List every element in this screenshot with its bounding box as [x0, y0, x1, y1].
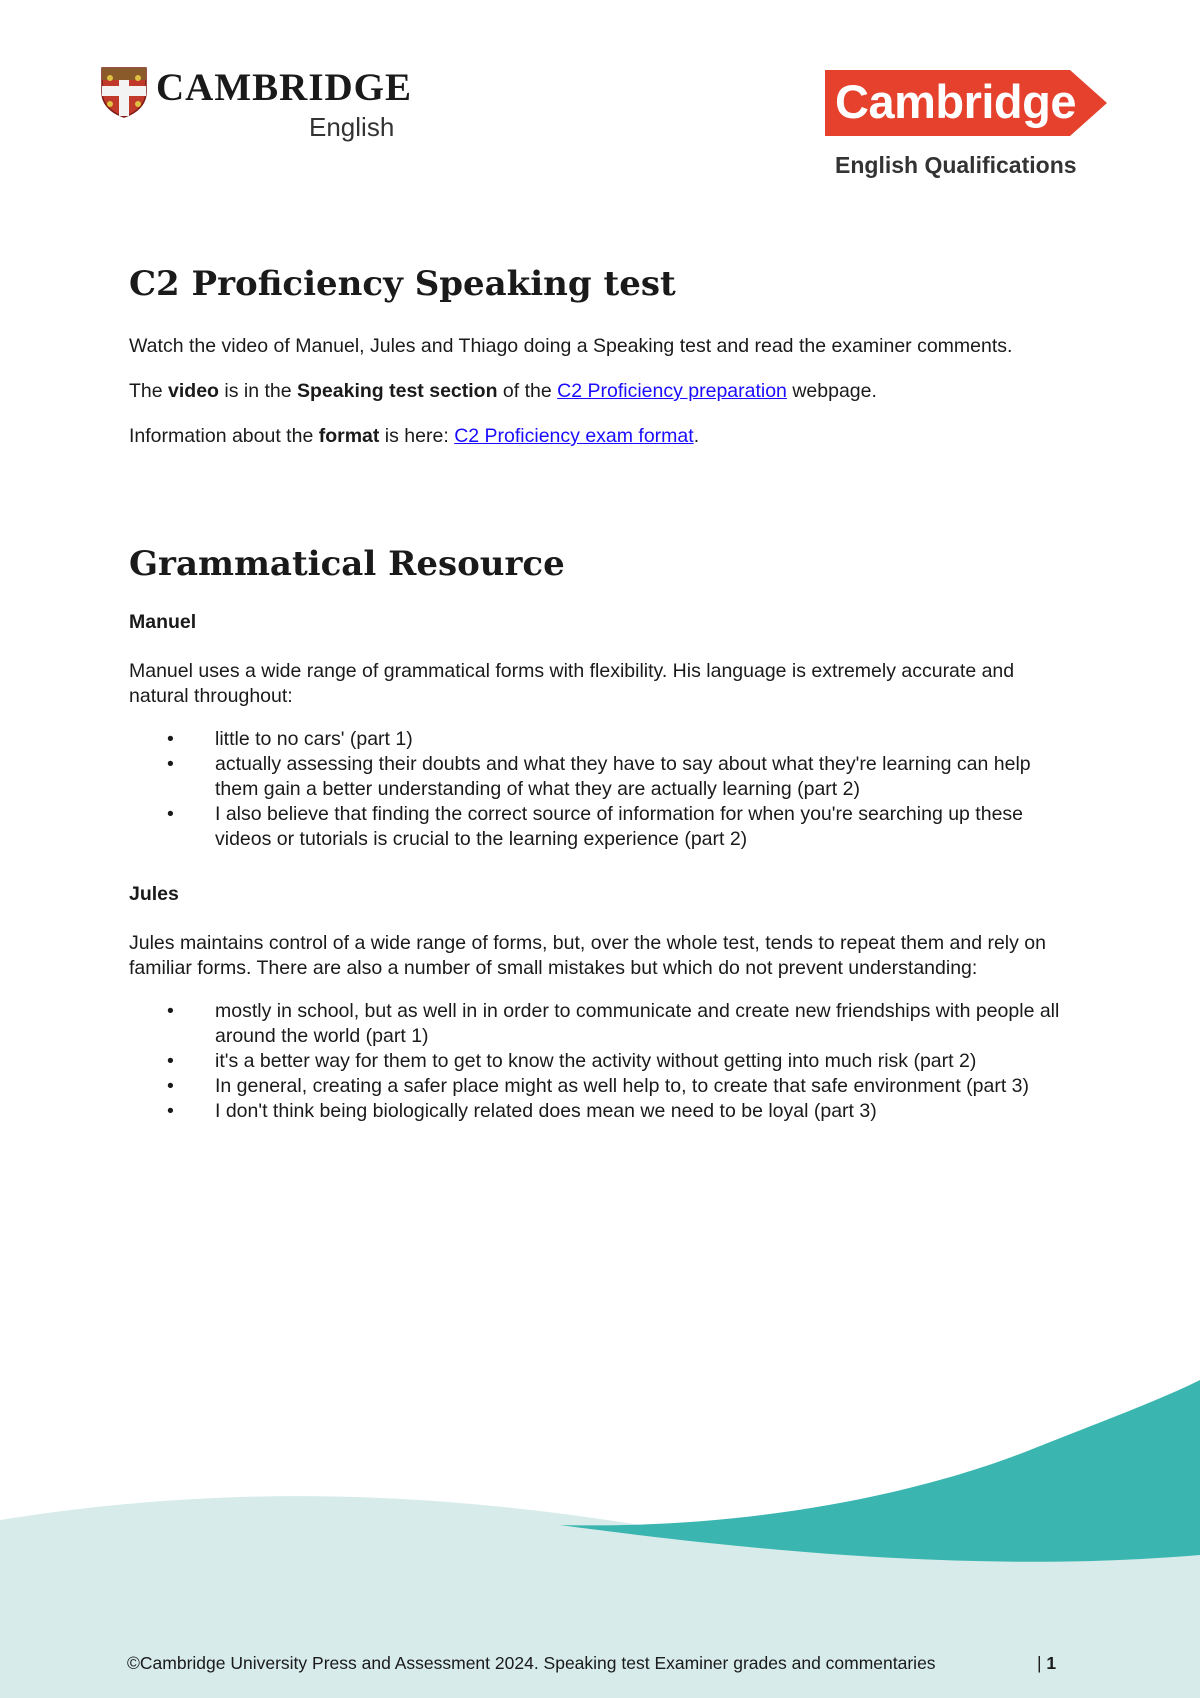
decorative-wave [0, 1380, 1200, 1698]
list-item: • little to no cars' (part 1) [129, 727, 1079, 752]
logo-subtitle: English [309, 112, 395, 142]
list-item: • I don't think being biologically related does mean we need to be loyal (part 3) [129, 1099, 1079, 1124]
candidate-manuel [129, 610, 1079, 852]
candidate-name: Manuel [129, 611, 197, 633]
candidate-name: Jules [129, 883, 179, 905]
cambridge-qualifications-logo [825, 70, 1115, 180]
section-heading: Grammatical Resource [129, 544, 565, 584]
logo-banner-word: Cambridge [835, 75, 1076, 128]
page-number: | 1 [1037, 1653, 1057, 1673]
intro-block [129, 334, 1079, 469]
preparation-link[interactable]: C2 Proficiency preparation [557, 380, 787, 402]
page-title: C2 Proficiency Speaking test [129, 264, 676, 304]
exam-format-link[interactable]: C2 Proficiency exam format [454, 425, 694, 447]
university-crest-icon [100, 66, 148, 118]
footer-copyright: ©Cambridge University Press and Assessment 2024. Speaking test Examiner grades and commentaries [127, 1653, 936, 1673]
candidate-summary: Jules maintains control of a wide range of forms, but, over the whole test, tends to repeat them and rely on familiar forms. There are also a number of small mistakes but which do not prevent understanding: [129, 932, 1046, 979]
logo-banner-subtitle: English Qualifications [835, 152, 1077, 178]
example-list [129, 999, 1079, 1124]
list-item: • actually assessing their doubts and what they have to say about what they're learning can help them gain a better understanding of what they are actually learning (part 2) [129, 752, 1079, 802]
list-item: • mostly in school, but as well in in order to communicate and create new friendships with people all around the world (part 1) [129, 999, 1079, 1049]
candidate-jules [129, 882, 1079, 1124]
list-item: • In general, creating a safer place might as well help to, to create that safe environment (part 3) [129, 1074, 1079, 1099]
logo-wordmark: CAMBRIDGE [156, 66, 413, 109]
list-item: • I also believe that finding the correct source of information for when you're searching up these videos or tutorials is crucial to the learning experience (part 2) [129, 802, 1079, 852]
format-paragraph: Information about the format is here: C2 Proficiency exam format. [129, 425, 700, 447]
list-item: • it's a better way for them to get to know the activity without getting into much risk (part 2) [129, 1049, 1079, 1074]
candidate-summary: Manuel uses a wide range of grammatical forms with flexibility. His language is extremely accurate and natural throughout: [129, 660, 1015, 707]
example-list [129, 727, 1079, 852]
cambridge-english-logo [100, 66, 420, 146]
video-location-paragraph: The video is in the Speaking test section of the C2 Proficiency preparation webpage. [129, 380, 877, 402]
intro-paragraph: Watch the video of Manuel, Jules and Thiago doing a Speaking test and read the examiner comments. [129, 335, 1013, 357]
